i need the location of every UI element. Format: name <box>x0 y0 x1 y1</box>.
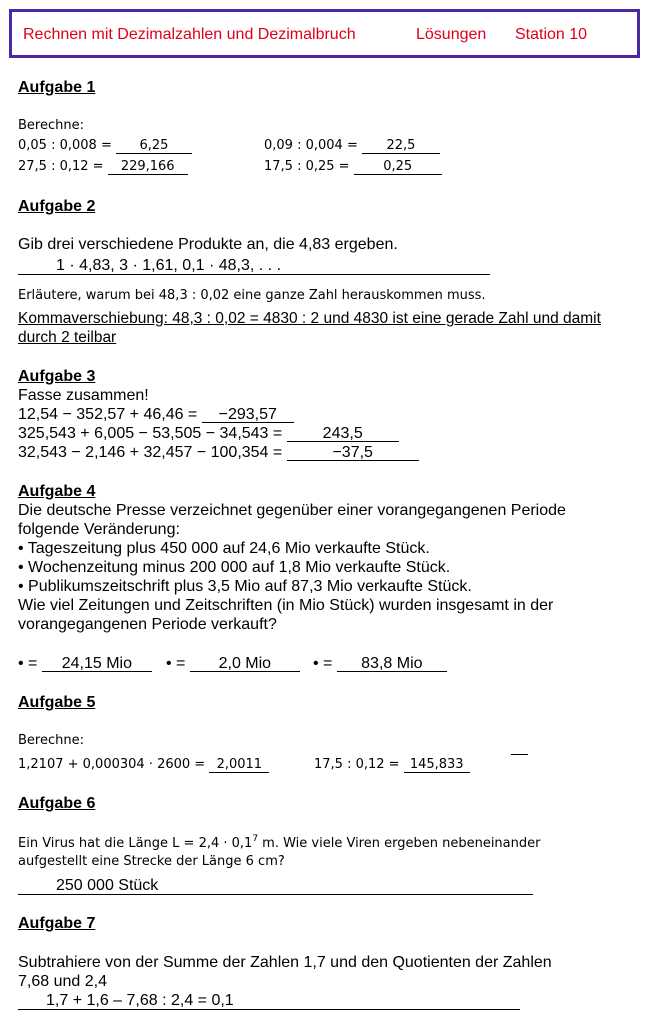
task-4-answer-2-prefix: • = <box>166 655 186 672</box>
task-6-exponent: 7 <box>252 834 259 844</box>
task-6-question-1-post: m. Wie viele Viren ergeben nebeneinander <box>258 836 541 851</box>
task-4-answer-1 <box>18 655 152 673</box>
task-5-heading: Aufgabe 5 <box>18 694 96 711</box>
task-5-b-expr: 17,5 : 0,12 = <box>314 757 400 772</box>
task-1-b <box>264 138 440 154</box>
task-5-b-answer: 145,833 <box>404 757 470 773</box>
task-6-question-1-pre: Ein Virus hat die Länge L = 2,4 · 0,1 <box>18 836 253 851</box>
task-4-bullet-2: • Wochenzeitung minus 200 000 auf 1,8 Mio verkaufte Stück. <box>18 559 451 576</box>
task-2-answer: 1 · 4,83, 3 · 1,61, 0,1 · 48,3, . . . <box>56 257 282 274</box>
task-1-c-expr: 27,5 : 0,12 = <box>18 159 104 174</box>
task-4-bullet-3: • Publikumszeitschrift plus 3,5 Mio auf 87,3 Mio verkaufte Stück. <box>18 578 472 595</box>
task-6-question-1 <box>18 834 540 851</box>
task-1-a-answer: 6,25 <box>116 138 192 154</box>
task-4-bullet-1: • Tageszeitung plus 450 000 auf 24,6 Mio verkaufte Stück. <box>18 540 430 557</box>
task-1-c <box>18 159 188 175</box>
task-5-a-answer: 2,0011 <box>209 757 269 773</box>
task-4-heading: Aufgabe 4 <box>18 483 96 500</box>
task-1-intro: Berechne: <box>18 118 84 133</box>
task-4-answer-3-prefix: • = <box>313 655 333 672</box>
task-6-answer: 250 000 Stück <box>56 877 159 894</box>
task-4-line-1: Die deutsche Presse verzeichnet gegenüber einer vorangegangenen Periode <box>18 502 566 519</box>
task-4-answer-1-value: 24,15 Mio <box>42 656 152 672</box>
task-4-answer-3 <box>313 655 447 673</box>
task-2-answer-2-line-1: Kommaverschiebung: 48,3 : 0,02 = 4830 : 2 und 4830 ist eine gerade Zahl und damit <box>18 310 601 327</box>
task-1-d <box>264 159 442 175</box>
task-1-d-expr: 17,5 : 0,25 = <box>264 159 350 174</box>
task-7-heading: Aufgabe 7 <box>18 915 96 932</box>
header-box <box>9 9 640 58</box>
task-1-heading: Aufgabe 1 <box>18 79 96 96</box>
task-5-intro: Berechne: <box>18 733 84 748</box>
task-2-answer-line <box>18 257 490 275</box>
task-6-answer-line <box>18 877 533 895</box>
task-1-a-expr: 0,05 : 0,008 = <box>18 138 112 153</box>
task-6-heading: Aufgabe 6 <box>18 795 96 812</box>
task-4-answer-2 <box>166 655 300 673</box>
task-7-question-1: Subtrahiere von der Summe der Zahlen 1,7 und den Quotienten der Zahlen <box>18 954 552 971</box>
task-7-question-2: 7,68 und 2,4 <box>18 973 107 990</box>
task-1-c-answer: 229,166 <box>108 159 188 175</box>
task-1-b-expr: 0,09 : 0,004 = <box>264 138 358 153</box>
task-4-question-1: Wie viel Zeitungen und Zeitschriften (in Mio Stück) wurden insgesamt in der <box>18 597 554 614</box>
task-3-a-answer: −293,57 <box>202 407 294 423</box>
worksheet-title: Rechnen mit Dezimalzahlen und Dezimalbruch <box>23 26 356 43</box>
task-3-c-expr: 32,543 − 2,146 + 32,457 − 100,354 = <box>18 444 283 461</box>
task-1-d-answer: 0,25 <box>354 159 442 175</box>
task-4-answer-3-value: 83,8 Mio <box>337 656 447 672</box>
stray-mark <box>511 754 528 755</box>
task-3-c <box>18 444 419 462</box>
task-3-c-answer: −37,5 <box>287 445 419 461</box>
task-5-a <box>18 757 269 773</box>
solutions-label: Lösungen <box>416 26 487 43</box>
task-3-heading: Aufgabe 3 <box>18 368 96 385</box>
task-1-a <box>18 138 192 154</box>
task-4-answer-1-prefix: • = <box>18 655 38 672</box>
station-label: Station 10 <box>515 26 588 43</box>
task-3-a-expr: 12,54 − 352,57 + 46,46 = <box>18 406 198 423</box>
task-4-question-2: vorangegangenen Periode verkauft? <box>18 616 277 633</box>
task-4-answer-2-value: 2,0 Mio <box>190 656 300 672</box>
task-6-question-2: aufgestellt eine Strecke der Länge 6 cm? <box>18 854 285 869</box>
task-3-b-answer: 243,5 <box>287 426 399 442</box>
task-7-answer: 1,7 + 1,6 – 7,68 : 2,4 = 0,1 <box>46 992 234 1009</box>
task-2-question-2: Erläutere, warum bei 48,3 : 0,02 eine ganze Zahl herauskommen muss. <box>18 288 486 303</box>
task-2-question: Gib drei verschiedene Produkte an, die 4,83 ergeben. <box>18 236 398 253</box>
task-5-b <box>314 757 470 773</box>
task-1-b-answer: 22,5 <box>362 138 440 154</box>
task-3-b <box>18 425 399 443</box>
task-2-answer-2-line-2: durch 2 teilbar <box>18 329 117 346</box>
task-3-intro: Fasse zusammen! <box>18 387 149 404</box>
task-4-line-2: folgende Veränderung: <box>18 521 180 538</box>
task-5-a-expr: 1,2107 + 0,000304 · 2600 = <box>18 757 206 772</box>
task-3-b-expr: 325,543 + 6,005 − 53,505 − 34,543 = <box>18 425 283 442</box>
task-7-answer-line <box>18 992 520 1010</box>
task-3-a <box>18 406 294 424</box>
task-2-heading: Aufgabe 2 <box>18 198 96 215</box>
